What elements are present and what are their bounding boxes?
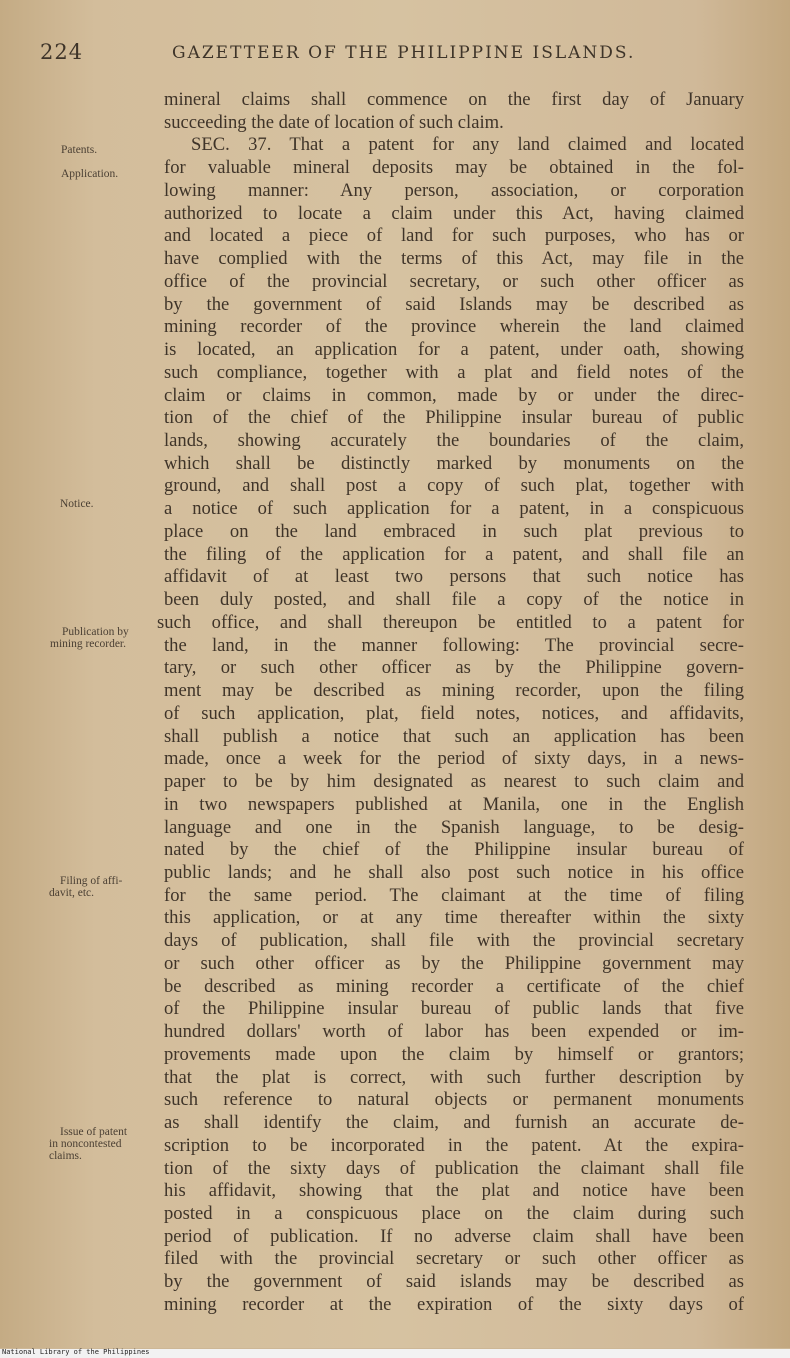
text-line: be described as mining recorder a certificate of the chief <box>164 975 744 997</box>
text-line: mining recorder of the province wherein the land claimed <box>164 316 744 338</box>
text-line: tion of the sixty days of publication the claimant shall file <box>164 1157 744 1179</box>
text-line: by the government of said Islands may be described as <box>164 293 744 315</box>
footer-bar <box>0 1349 790 1358</box>
text-line: nated by the chief of the Philippine insular bureau of <box>164 839 744 861</box>
text-line: for the same period. The claimant at the time of filing <box>164 884 744 906</box>
text-line: such reference to natural objects or permanent monuments <box>164 1089 744 1111</box>
text-line: language and one in the Spanish language, to be desig- <box>164 816 744 838</box>
page-number: 224 <box>40 40 84 64</box>
text-line: succeeding the date of location of such claim. <box>164 111 504 133</box>
text-line: his affidavit, showing that the plat and notice have been <box>164 1180 744 1202</box>
text-line: hundred dollars' worth of labor has been expended or im- <box>164 1021 744 1043</box>
text-line: such compliance, together with a plat and field notes of the <box>164 361 744 383</box>
text-line: lowing manner: Any person, association, or corporation <box>164 179 744 201</box>
text-line: ment may be described as mining recorder, upon the filing <box>164 680 744 702</box>
text-line: place on the land embraced in such plat previous to <box>164 520 744 542</box>
library-credit: National Library of the Philippines <box>2 1348 150 1356</box>
text-line: filed with the provincial secretary or such other officer as <box>164 1248 744 1270</box>
text-line: that the plat is correct, with such further description by <box>164 1066 744 1088</box>
margin-note-issue-line-3: claims. <box>49 1150 82 1162</box>
body-text <box>157 89 744 1317</box>
text-line: paper to be by him designated as nearest to such claim and <box>164 771 744 793</box>
text-line: for valuable mineral deposits may be obtained in the fol- <box>164 157 744 179</box>
text-line: made, once a week for the period of sixty days, in a news- <box>164 748 744 770</box>
text-line: which shall be distinctly marked by monuments on the <box>164 452 744 474</box>
text-line: by the government of said islands may be described as <box>164 1271 744 1293</box>
text-line: mineral claims shall commence on the first day of January <box>164 89 744 110</box>
text-line: ground, and shall post a copy of such plat, together with <box>164 475 744 497</box>
text-line: is located, an application for a patent, under oath, showing <box>164 339 744 361</box>
text-line: such office, and shall thereupon be entitled to a patent for <box>157 611 744 633</box>
text-line: in two newspapers published at Manila, one in the English <box>164 793 744 815</box>
text-line: provements made upon the claim by himself or grantors; <box>164 1043 744 1065</box>
text-line: tion of the chief of the Philippine insular bureau of public <box>164 407 744 429</box>
text-line: the filing of the application for a patent, and shall file an <box>164 543 744 565</box>
margin-note-notice: Notice. <box>60 498 94 510</box>
margin-note-publication-line-1: Publication by <box>62 626 129 638</box>
text-line: or such other officer as by the Philippine government may <box>164 952 744 974</box>
margin-note-patents: Patents. <box>61 144 98 156</box>
text-line: mining recorder at the expiration of the sixty days of <box>164 1293 744 1315</box>
text-line: have complied with the terms of this Act, may file in the <box>164 248 744 270</box>
text-line: scription to be incorporated in the patent. At the expira- <box>164 1134 744 1156</box>
text-line: lands, showing accurately the boundaries of the claim, <box>164 430 744 452</box>
text-line: of the Philippine insular bureau of public lands that five <box>164 998 744 1020</box>
page-header <box>40 40 740 70</box>
text-line: of such application, plat, field notes, notices, and affidavits, <box>164 702 744 724</box>
text-line: and located a piece of land for such purposes, who has or <box>164 225 744 247</box>
text-line: posted in a conspicuous place on the claim during such <box>164 1202 744 1224</box>
margin-note-filing-line-2: davit, etc. <box>49 887 95 899</box>
margin-note-publication-line-2: mining recorder. <box>50 638 127 650</box>
text-line: shall publish a notice that such an application has been <box>164 725 744 747</box>
text-line: the land, in the manner following: The provincial secre- <box>164 634 744 656</box>
text-line: days of publication, shall file with the provincial secretary <box>164 930 744 952</box>
text-line: public lands; and he shall also post such notice in his office <box>164 861 744 883</box>
margin-note-issue-line-1: Issue of patent <box>60 1126 128 1138</box>
text-line: tary, or such other officer as by the Philippine govern- <box>164 657 744 679</box>
margin-note-application: Application. <box>61 168 119 180</box>
text-line: office of the provincial secretary, or such other officer as <box>164 270 744 292</box>
running-title: GAZETTEER OF THE PHILIPPINE ISLANDS. <box>172 43 636 63</box>
text-line: this application, or at any time thereafter within the sixty <box>164 907 744 929</box>
margin-note-issue-line-2: in noncontested <box>49 1138 122 1150</box>
text-line: SEC. 37. That a patent for any land claimed and located <box>191 134 744 156</box>
text-line: period of publication. If no adverse claim shall have been <box>164 1225 744 1247</box>
text-line: claim or claims in common, made by or under the direc- <box>164 384 744 406</box>
text-line: been duly posted, and shall file a copy of the notice in <box>164 589 744 611</box>
margin-note-filing-line-1: Filing of affi- <box>60 875 123 887</box>
text-line: a notice of such application for a patent, in a conspicuous <box>164 498 744 520</box>
text-line: authorized to locate a claim under this Act, having claimed <box>164 202 744 224</box>
text-line: as shall identify the claim, and furnish an accurate de- <box>164 1112 744 1134</box>
text-line: affidavit of at least two persons that such notice has <box>164 566 744 588</box>
